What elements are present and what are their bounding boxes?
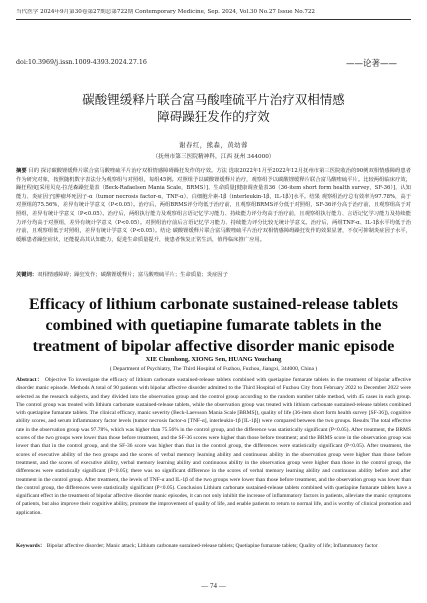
english-title-line-1: Efficacy of lithium carbonate sustained-release tablets (29, 296, 398, 313)
page-number: — 74 — (201, 582, 226, 590)
chinese-affiliation: （抚州市第三医院精神科，江西 抚州 344000） (152, 154, 275, 160)
english-keywords-label: Keywords： (16, 543, 46, 549)
doi: doi:10.3969/j.issn.1009-4393.2024.27.16 (16, 59, 147, 66)
chinese-authors: 谢春红，熊森，黄幼蓉 (179, 141, 248, 149)
chinese-keywords (16, 271, 411, 280)
running-header: 当代医学 2024年9月第30卷第27期总第722期 Contemporary Medicine, Sep. 2024, Vol.30 No.27 Issue No.722 (16, 9, 315, 15)
english-keywords-body: Bipolar affective disorder; Manic attack; Lithium carbonate sustained-release tablets; Quetiapine fumarate tablets; Quality of life; Inflammatory factor (46, 543, 378, 549)
chinese-title-line-2: 障碍躁狂发作的疗效 (157, 109, 270, 124)
header-divider (16, 19, 411, 20)
chinese-abstract (16, 167, 411, 244)
chinese-abstract-label: 摘要 (16, 168, 27, 174)
chinese-keywords-label: 关键词： (16, 272, 38, 278)
english-affiliation: ( Department of Psychiatry, The Third Hospital of Fuzhou, Fuzhou, Jiangxi, 344000, China ) (109, 366, 318, 372)
chinese-abstract-body: 目的 探讨碳酸锂缓释片联合富马酸喹硫平片治疗双相情感障碍躁狂发作的疗效。方法 选取2022年1月至2022年12月抚州市第三医院收治的90例双相情感障碍患者作为研究对象，按照随机数字表法分为观察组与对照组，每组45例。对照组予以碳酸锂缓释片治疗，观察组予以碳酸锂缓释片联合富马酸喹硫平片。比较两组临床疗效，躁狂程度[采用贝克-拉范森躁狂量表（Beck-Rafaelsen Mania Scale，BRMS）]、生命质量[健康调查量表36（36-item short form health survey，SF-36）]、认知能力、炎症因子[肿瘤坏死因子-α（tumor necrosis factor-α，TNF-α）、白细胞介素-1β（interleukin-1β，IL-1β）]水平。结果 观察组治疗总有效率为97.78%，高于对照组的75.56%，差异有统计学意义（P<0.05）。治疗后，两组BRMS评分均低于治疗前，且观察组BRMS评分低于对照组，SF-36评分高于治疗前，且观察组高于对照组，差异有统计学意义（P<0.05）。治疗后，两组执行能力及观察组言语记忆学习能力、持续能力评分均高于治疗前，且观察组执行能力、言语记忆学习能力及持续能力评分均高于对照组，差异有统计学意义（P<0.05）。对照组治疗前后言语记忆学习能力、持续能力评分比较无统计学意义。治疗后，两组TNF-α、IL-1β水平均低于治疗前，且观察组低于对照组，差异有统计学意义（P<0.05）。结论 碳酸锂缓释片联合富马酸喹硫平片治疗双相情感障碍躁狂发作的效果显著，不仅可抑制炎症因子水平，缓解患者躁狂症状，还能提高其认知能力，促进生命质量提升，使患者恢复正常生活，值得临床推广应用。 (16, 168, 411, 243)
english-title-line-2: combined with quetiapine fumarate tablets in the (45, 317, 382, 334)
english-keywords (16, 542, 411, 550)
english-abstract-body: Objective To investigate the efficacy of lithium carbonate sustained-release tablets combined with quetiapine fumarate tablets in the treatment of bipolar affective disorder manic episode. Methods A total of 90 patients with bipolar affective disorder admitted to the Third Hospital of Fuzhou City from February 2022 to December 2022 were selected as the research subjects, and they divided into the observation group and the control group according to the random number table method, with 45 cases in each group. The control group was treated with lithium carbonate sustained-release tablets, while the observation group was treated with lithium carbonate sustained-release tablets combined with quetiapine fumarate tablets. The clinical efficacy, manic severity (Beck-Laevsson Mania Scale [BRMS]), quality of life (36-item short form health survey [SF-36]), cognitive ability scores, and serum inflammatory factor levels (tumor necrosis factor-α [TNF-α], interleukin-1β [IL-1β]) were compared between the two groups. Results The total effective rate in the observation group was 97.78%, which was higher than 75.56% in the control group, and the difference was statistically significant (P<0.05). After treatment, the BRMS scores of the two groups were lower than those before treatment, and the SF-36 scores were higher than those before treatment; and the BRMS score in the observation group was lower than that in the control group, and the SF-36 score was higher than that in the control group, the differences were statistically significant (P<0.05). After treatment, the scores of executive ability of the two groups and the scores of verbal memory learning ability and continuous ability in the observation group were higher than those before treatment, and the scores of executive ability, verbal memory learning ability and continuous ability in the observation group were higher than those in the control group, the differences were statistically significant (P<0.05); there was no significant difference in the scores of verbal memory learning ability and continuous ability before and after treatment in the control group. After treatment, the levels of TNF-α and IL-1β of the two groups were lower than those before treatment, and the observation group was lower than the control group, the differences were statistically significant (P<0.05). Conclusion Lithium carbonate sustained-release tablets combined with quetiapine fumarate tablets have a significant effect in the treatment of bipolar affective disorder manic episodes, it can not only inhibit the increase of inflammatory factors in patients, alleviate the manic symptoms of patients, but also improve their cognitive ability, promote the improvement of quality of life, and enable patients to return to normal life, and is worthy of clinical promotion and application. (16, 377, 412, 516)
chinese-keywords-body: 双相情感障碍；躁狂发作；碳酸锂缓释片；富马酸喹硫平片；生命质量；炎症因子 (37, 272, 228, 278)
column-tag: ——论著—— (345, 59, 397, 69)
chinese-title-line-1: 碳酸锂缓释片联合富马酸喹硫平片治疗双相情感 (82, 92, 345, 107)
english-title-line-3: treatment of bipolar affective disorder manic episode (32, 338, 395, 355)
english-authors: XIE Chunhong, XIONG Sen, HUANG Youchang (145, 356, 282, 363)
english-abstract (16, 376, 411, 517)
english-abstract-label: Abstract： (16, 377, 44, 383)
